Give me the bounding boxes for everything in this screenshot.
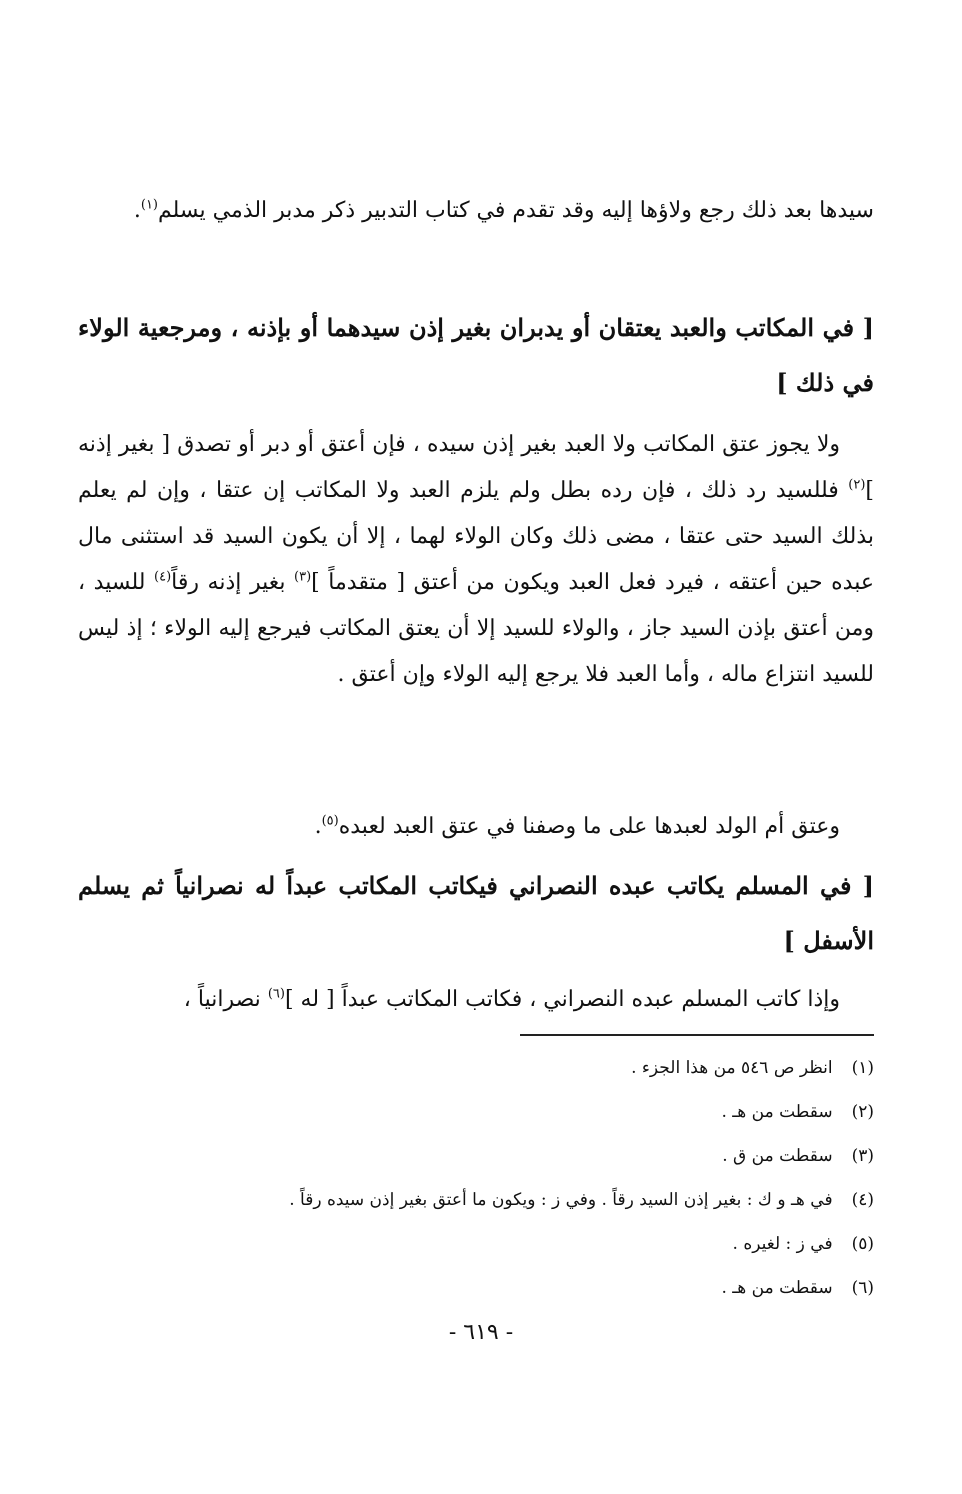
footnote-3 <box>78 1140 874 1184</box>
paragraph-end: . <box>133 198 141 223</box>
paragraph-text: وإذا كاتب المسلم عبده النصراني ، فكاتب المكاتب عبداً [ له ] <box>284 987 840 1012</box>
paragraph-text: للسيد ، ومن أعتق بإذن السيد جاز ، والولاء للسيد إلا أن يعتق المكاتب فيرجع إليه الولاء ؛ إذ ليس للسيد انتزاع ماله ، وأما العبد فلا يرجع إليه الولاء وإن أعتق . <box>78 570 874 687</box>
footnote-text: في هـ و ك : بغير إذن السيد رقاً . وفي ز : ويكون ما أعتق بغير إذن سيده رقاً . <box>289 1190 833 1210</box>
footnote-6 <box>78 1272 874 1316</box>
footnote-number: (٥) <box>851 1234 874 1254</box>
paragraph-end: . <box>314 814 322 839</box>
footnote-marker-3: (٣) <box>294 569 312 585</box>
footnote-5 <box>78 1228 874 1272</box>
paragraph-mukatab-ruling <box>78 422 874 698</box>
paragraph-continuation <box>78 188 874 234</box>
footnote-number: (٦) <box>851 1278 874 1298</box>
section-heading-1: [ في المكاتب والعبد يعتقان أو يدبران بغير إذن سيدهما أو بإذنه ، ومرجعية الولاء في ذلك ] <box>78 313 874 397</box>
paragraph-text: سيدها بعد ذلك رجع ولاؤها إليه وقد تقدم في كتاب التدبير ذكر مدبر الذمي يسلم <box>158 198 874 223</box>
footnote-marker-1: (١) <box>140 197 158 213</box>
footnote-marker-2: (٢) <box>848 477 866 493</box>
paragraph-text: نصرانياً ، <box>183 987 268 1012</box>
paragraph-text: بغير إذنه رقاً <box>171 570 295 595</box>
footnote-text: سقطت من هـ . <box>721 1102 833 1122</box>
footnote-separator-rule <box>520 1034 874 1036</box>
footnote-text: سقطت من هـ . <box>721 1278 833 1298</box>
paragraph-umm-walad <box>78 804 874 850</box>
paragraph-text: وعتق أم الولد لعبدها على ما وصفنا في عتق العبد لعبده <box>338 814 840 839</box>
footnotes-section <box>78 1052 874 1316</box>
paragraph-text: ولا يجوز عتق المكاتب ولا العبد بغير إذن سيده ، فإن أعتق أو دبر أو تصدق [ بغير إذنه ] <box>78 432 874 503</box>
section-heading-2: [ في المسلم يكاتب عبده النصراني فيكاتب المكاتب عبداً له نصرانياً ثم يسلم الأسفل ] <box>78 871 874 955</box>
footnote-number: (٣) <box>851 1146 874 1166</box>
footnote-number: (١) <box>851 1058 874 1078</box>
footnote-text: انظر ص ٥٤٦ من هذا الجزء . <box>631 1058 833 1078</box>
footnote-number: (٤) <box>851 1190 874 1210</box>
footnote-marker-5: (٥) <box>321 813 339 829</box>
footnote-4 <box>78 1184 874 1228</box>
footnote-marker-6: (٦) <box>267 986 285 1002</box>
paragraph-text: فللسيد رد ذلك ، فإن رده بطل ولم يلزم العبد ولا المكاتب إن عتقا ، وإن لم يعلم بذلك السيد حتى عتقا ، مضى ذلك وكان الولاء لهما ، إلا أن يكون السيد قد استثنى مال عبده حين أعتقه ، فيرد فعل العبد ويكون من أعتق [ متقدماً ] <box>78 478 874 595</box>
footnote-text: في ز : لغيره . <box>732 1234 833 1254</box>
footnote-text: سقطت من ق . <box>722 1146 833 1166</box>
footnote-1 <box>78 1052 874 1096</box>
footnote-number: (٢) <box>851 1102 874 1122</box>
footnote-marker-4: (٤) <box>154 569 172 585</box>
page-number: - ٦١٩ - <box>448 1320 514 1345</box>
paragraph-muslim-christian-slave <box>78 977 874 1023</box>
footnote-2 <box>78 1096 874 1140</box>
